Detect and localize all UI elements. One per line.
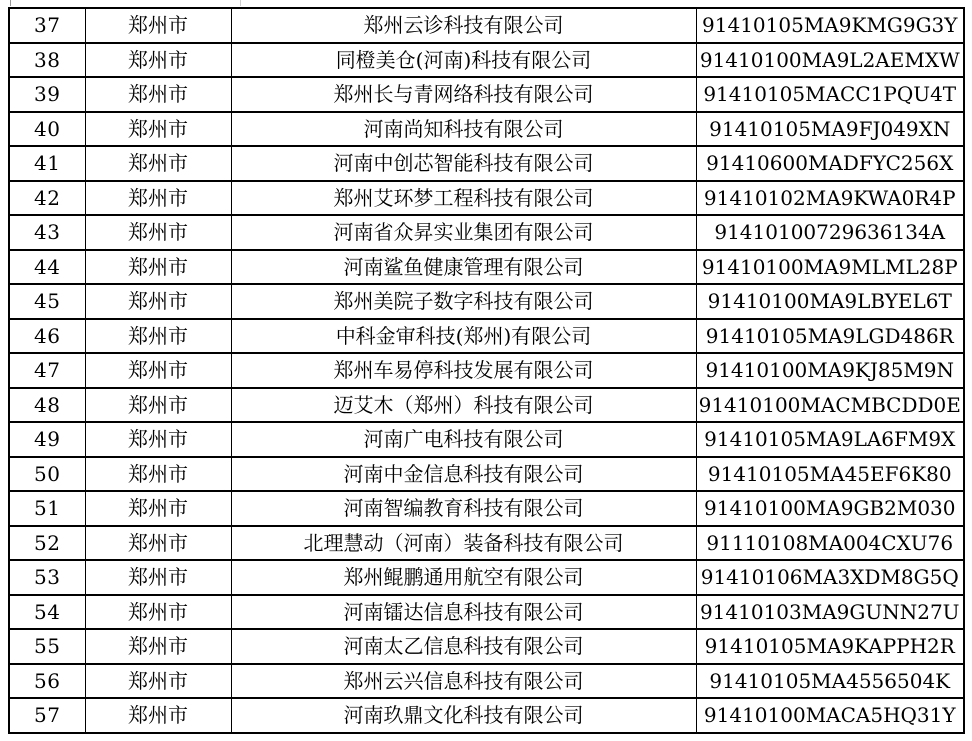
city-cell: 郑州市 bbox=[85, 388, 231, 423]
table-row bbox=[9, 388, 964, 423]
company-name-cell: 郑州鲲鹏通用航空有限公司 bbox=[231, 560, 696, 595]
credit-code-cell: 91110108MA004CXU76 bbox=[696, 526, 964, 561]
row-number-cell: 41 bbox=[9, 146, 85, 181]
credit-code-cell: 91410105MA45EF6K80 bbox=[696, 457, 964, 492]
city-cell: 郑州市 bbox=[85, 284, 231, 319]
table-row bbox=[9, 77, 964, 112]
company-name-cell: 郑州云诊科技有限公司 bbox=[231, 8, 696, 43]
city-cell: 郑州市 bbox=[85, 319, 231, 354]
company-name-cell: 河南太乙信息科技有限公司 bbox=[231, 629, 696, 664]
credit-code-cell: 91410103MA9GUNN27U bbox=[696, 595, 964, 630]
company-table-body bbox=[9, 8, 964, 733]
row-number-cell: 48 bbox=[9, 388, 85, 423]
credit-code-cell: 91410600MADFYC256X bbox=[696, 146, 964, 181]
company-name-cell: 郑州长与青网络科技有限公司 bbox=[231, 77, 696, 112]
table-row bbox=[9, 526, 964, 561]
company-name-cell: 迈艾木（郑州）科技有限公司 bbox=[231, 388, 696, 423]
row-number-cell: 43 bbox=[9, 215, 85, 250]
credit-code-cell: 91410105MA9FJ049XN bbox=[696, 112, 964, 147]
company-name-cell: 郑州艾环梦工程科技有限公司 bbox=[231, 181, 696, 216]
row-number-cell: 52 bbox=[9, 526, 85, 561]
city-cell: 郑州市 bbox=[85, 457, 231, 492]
credit-code-cell: 91410105MA9KAPPH2R bbox=[696, 629, 964, 664]
table-row bbox=[9, 181, 964, 216]
company-name-cell: 郑州云兴信息科技有限公司 bbox=[231, 664, 696, 699]
city-cell: 郑州市 bbox=[85, 422, 231, 457]
row-number-cell: 40 bbox=[9, 112, 85, 147]
row-number-cell: 47 bbox=[9, 353, 85, 388]
credit-code-cell: 91410105MA9LA6FM9X bbox=[696, 422, 964, 457]
company-name-cell: 河南智编教育科技有限公司 bbox=[231, 491, 696, 526]
table-row bbox=[9, 112, 964, 147]
row-number-cell: 51 bbox=[9, 491, 85, 526]
row-number-cell: 39 bbox=[9, 77, 85, 112]
company-name-cell: 郑州车易停科技发展有限公司 bbox=[231, 353, 696, 388]
credit-code-cell: 91410100MACA5HQ31Y bbox=[696, 698, 964, 733]
row-number-cell: 42 bbox=[9, 181, 85, 216]
row-number-cell: 57 bbox=[9, 698, 85, 733]
city-cell: 郑州市 bbox=[85, 215, 231, 250]
row-number-cell: 54 bbox=[9, 595, 85, 630]
city-cell: 郑州市 bbox=[85, 664, 231, 699]
table-row bbox=[9, 215, 964, 250]
credit-code-cell: 91410100MA9LBYEL6T bbox=[696, 284, 964, 319]
company-name-cell: 中科金审科技(郑州)有限公司 bbox=[231, 319, 696, 354]
company-name-cell: 北理慧动（河南）装备科技有限公司 bbox=[231, 526, 696, 561]
city-cell: 郑州市 bbox=[85, 629, 231, 664]
credit-code-cell: 91410100MA9GB2M030 bbox=[696, 491, 964, 526]
city-cell: 郑州市 bbox=[85, 526, 231, 561]
credit-code-cell: 91410102MA9KWA0R4P bbox=[696, 181, 964, 216]
city-cell: 郑州市 bbox=[85, 595, 231, 630]
row-number-cell: 50 bbox=[9, 457, 85, 492]
credit-code-cell: 91410100MA9MLML28P bbox=[696, 250, 964, 285]
city-cell: 郑州市 bbox=[85, 181, 231, 216]
company-name-cell: 河南中金信息科技有限公司 bbox=[231, 457, 696, 492]
city-cell: 郑州市 bbox=[85, 353, 231, 388]
credit-code-cell: 91410105MACC1PQU4T bbox=[696, 77, 964, 112]
row-number-cell: 44 bbox=[9, 250, 85, 285]
table-row bbox=[9, 457, 964, 492]
company-name-cell: 同橙美仓(河南)科技有限公司 bbox=[231, 43, 696, 78]
credit-code-cell: 91410100MA9L2AEMXW bbox=[696, 43, 964, 78]
row-number-cell: 49 bbox=[9, 422, 85, 457]
city-cell: 郑州市 bbox=[85, 77, 231, 112]
row-number-cell: 45 bbox=[9, 284, 85, 319]
credit-code-cell: 91410105MA9KMG9G3Y bbox=[696, 8, 964, 43]
company-name-cell: 河南镭达信息科技有限公司 bbox=[231, 595, 696, 630]
table-row bbox=[9, 8, 964, 43]
table-row bbox=[9, 284, 964, 319]
credit-code-cell: 91410105MA9LGD486R bbox=[696, 319, 964, 354]
credit-code-cell: 91410105MA4556504K bbox=[696, 664, 964, 699]
table-row bbox=[9, 491, 964, 526]
credit-code-cell: 91410100MACMBCDD0E bbox=[696, 388, 964, 423]
table-row bbox=[9, 629, 964, 664]
row-number-cell: 55 bbox=[9, 629, 85, 664]
city-cell: 郑州市 bbox=[85, 43, 231, 78]
table-row bbox=[9, 422, 964, 457]
table-row bbox=[9, 146, 964, 181]
company-name-cell: 河南尚知科技有限公司 bbox=[231, 112, 696, 147]
company-name-cell: 河南中创芯智能科技有限公司 bbox=[231, 146, 696, 181]
company-name-cell: 河南鲨鱼健康管理有限公司 bbox=[231, 250, 696, 285]
credit-code-cell: 91410100729636134A bbox=[696, 215, 964, 250]
cropped-border-stub bbox=[10, 0, 11, 6]
table-row bbox=[9, 43, 964, 78]
city-cell: 郑州市 bbox=[85, 491, 231, 526]
city-cell: 郑州市 bbox=[85, 112, 231, 147]
company-table bbox=[8, 7, 965, 734]
city-cell: 郑州市 bbox=[85, 8, 231, 43]
company-name-cell: 河南省众昇实业集团有限公司 bbox=[231, 215, 696, 250]
credit-code-cell: 91410100MA9KJ85M9N bbox=[696, 353, 964, 388]
table-row bbox=[9, 698, 964, 733]
table-row bbox=[9, 319, 964, 354]
city-cell: 郑州市 bbox=[85, 698, 231, 733]
table-row bbox=[9, 595, 964, 630]
city-cell: 郑州市 bbox=[85, 250, 231, 285]
row-number-cell: 56 bbox=[9, 664, 85, 699]
cropped-border-stub bbox=[240, 0, 241, 6]
row-number-cell: 37 bbox=[9, 8, 85, 43]
table-row bbox=[9, 664, 964, 699]
city-cell: 郑州市 bbox=[85, 560, 231, 595]
company-name-cell: 河南广电科技有限公司 bbox=[231, 422, 696, 457]
table-row bbox=[9, 250, 964, 285]
row-number-cell: 38 bbox=[9, 43, 85, 78]
table-row bbox=[9, 560, 964, 595]
row-number-cell: 53 bbox=[9, 560, 85, 595]
credit-code-cell: 91410106MA3XDM8G5Q bbox=[696, 560, 964, 595]
company-name-cell: 河南玖鼎文化科技有限公司 bbox=[231, 698, 696, 733]
company-name-cell: 郑州美院子数字科技有限公司 bbox=[231, 284, 696, 319]
table-row bbox=[9, 353, 964, 388]
row-number-cell: 46 bbox=[9, 319, 85, 354]
city-cell: 郑州市 bbox=[85, 146, 231, 181]
